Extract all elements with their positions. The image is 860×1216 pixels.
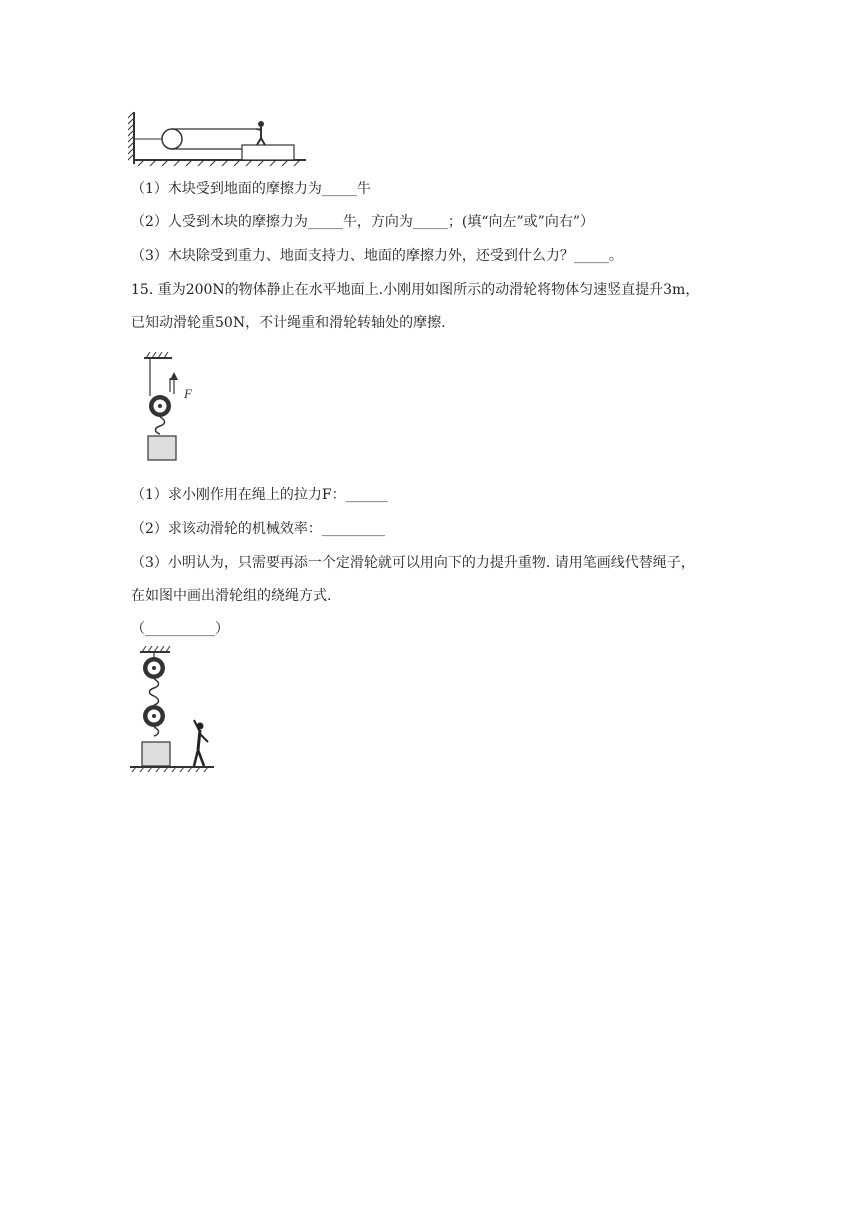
figure-pulley-system (128, 646, 218, 772)
q15-part2: （2）求该动滑轮的机械效率：_________ (131, 521, 385, 537)
q15-part3-line1: （3）小明认为，只需要再添一个定滑轮就可以用向下的力提升重物. 请用笔画线代替绳子， (131, 555, 695, 571)
q15-part3-line2: 在如图中画出滑轮组的绕绳方式. (131, 588, 332, 604)
figure-movable-pulley (140, 352, 210, 466)
q15-stem-line2: 已知动滑轮重50N，不计绳重和滑轮转轴处的摩擦. (131, 315, 446, 331)
q15-answer-blank[interactable]: （__________） (131, 621, 229, 637)
q14-part1: （1）木块受到地面的摩擦力为_____牛 (131, 181, 371, 197)
q15-stem-line1: 15. 重为200N的物体静止在水平地面上.小刚用如图所示的动滑轮将物体匀速竖直提升3m， (131, 282, 700, 298)
q15-part1: （1）求小刚作用在绳上的拉力F：______ (131, 487, 388, 503)
figure-pulley-block (128, 108, 310, 168)
q14-part2: （2）人受到木块的摩擦力为_____牛，方向为_____；(填“向左”或”向右”） (131, 214, 594, 230)
q14-part3: （3）木块除受到重力、地面支持力、地面的摩擦力外，还受到什么力？_____。 (131, 248, 623, 264)
force-label: F (184, 386, 192, 401)
